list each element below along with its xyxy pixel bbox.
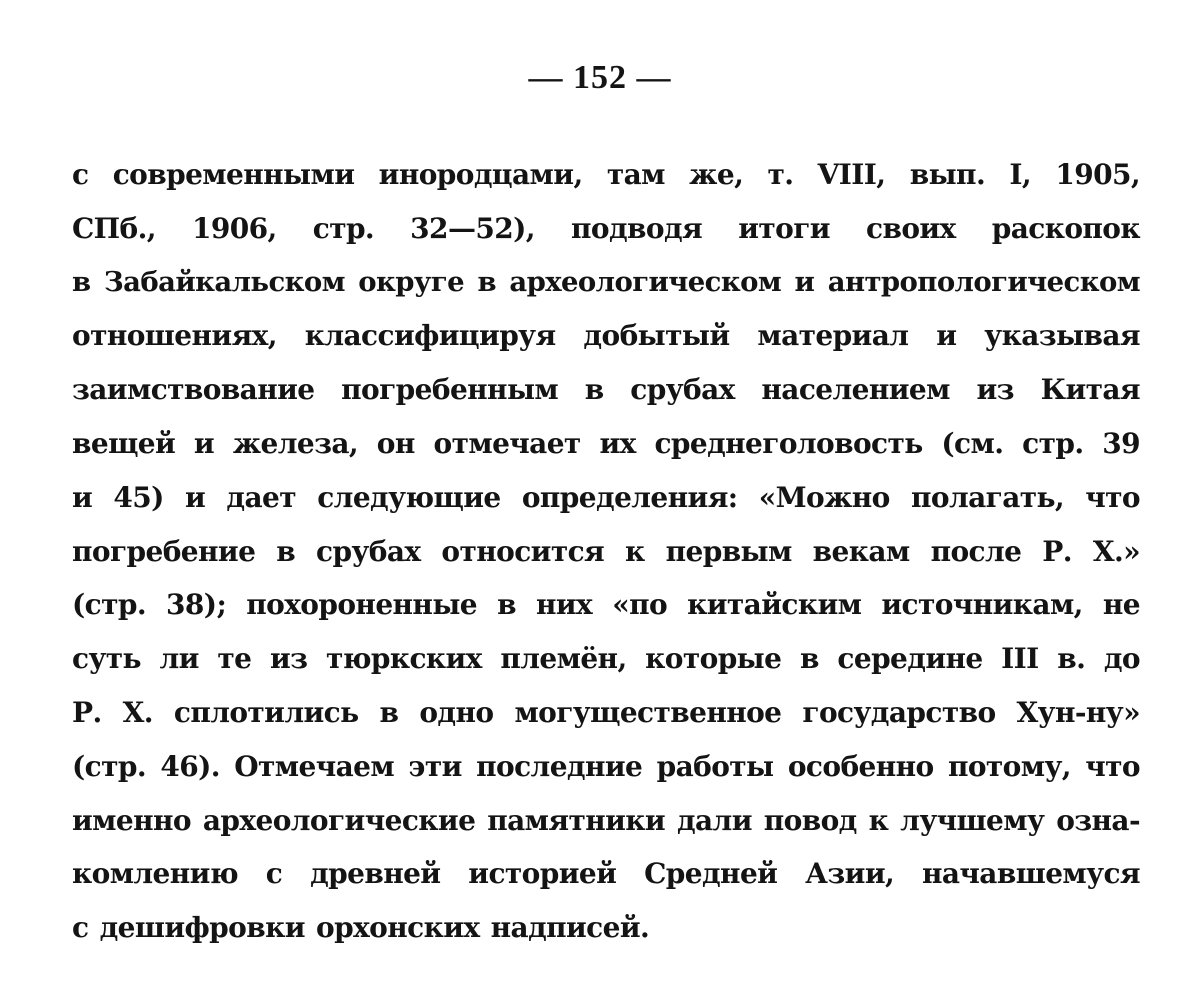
text-line: погребение в срубах относится к первым векам после Р. Х.» [72,534,1140,568]
body-paragraph [72,148,1140,955]
text-line: суть ли те из тюркских племён, которые в середине III в. до [72,642,1140,676]
text-line: с современными инородцами, там же, т. VIII, вып. I, 1905, [72,158,1140,191]
text-line: (стр. 38); похороненные в них «по китайским источникам, не [72,588,1140,622]
text-line: именно археологические памятники дали повод к лучшему озна- [72,803,1140,837]
text-line: вещей и железа, он отмечает их среднеголовость (см. стр. 39 [72,426,1140,460]
text-line: (стр. 46). Отмечаем эти последние работы особенно потому, что [72,749,1140,783]
text-line: отношениях, классифицируя добытый материал и указывая [72,319,1140,353]
page-number: — 152 — [528,59,672,96]
text-line: в Забайкальском округе в археологическом и антропологическом [72,265,1140,298]
text-line: СПб., 1906, стр. 32—52), подводя итоги своих раскопок [72,211,1140,245]
text-line: и 45) и дает следующие определения: «Можно полагать, что [72,480,1140,514]
text-line: Р. Х. сплотились в одно могущественное государство Хун-ну» [72,695,1140,729]
text-line: заимствование погребенным в срубах населением из Китая [72,373,1140,407]
text-line: комлению с древней историей Средней Азии, начавшемуся [72,857,1140,891]
text-line: с дешифровки орхонских надписей. [72,911,650,945]
